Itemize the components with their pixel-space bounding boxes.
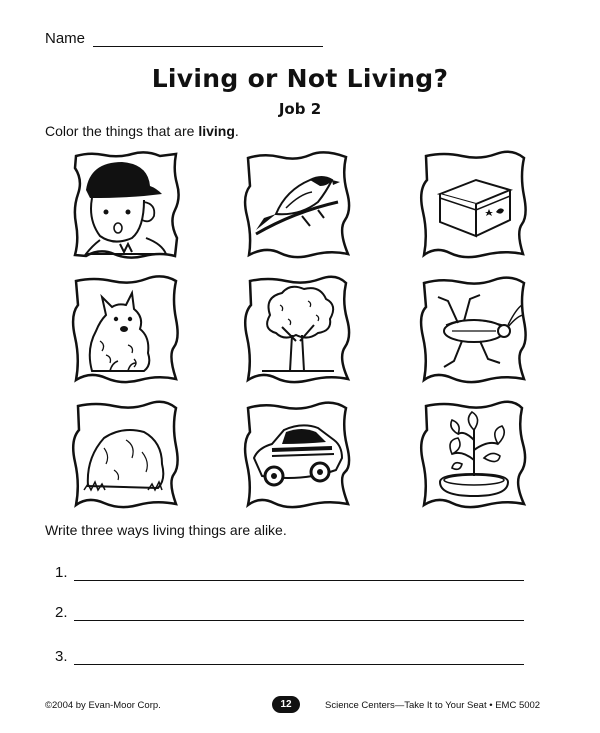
answer-row-3: [55, 648, 524, 665]
insect-icon: [418, 275, 530, 385]
boy-icon: [70, 150, 182, 260]
answer-row-2: [55, 604, 524, 621]
answer-number: 2.: [55, 604, 68, 621]
write-prompt: Write three ways living things are alike.: [45, 522, 287, 538]
picture-card-grasshopper[interactable]: [418, 275, 530, 385]
tree-icon: [242, 275, 354, 385]
page-title: Living or Not Living?: [151, 64, 449, 93]
instruction: Color the things that are living.: [45, 123, 239, 139]
copyright: ©2004 by Evan-Moor Corp.: [45, 700, 161, 711]
car-icon: [242, 400, 354, 510]
name-field[interactable]: [93, 30, 323, 47]
picture-card-bird[interactable]: [242, 150, 354, 260]
rock-icon: [70, 400, 182, 510]
answer-row-1: [55, 564, 524, 581]
picture-card-car[interactable]: [242, 400, 354, 510]
picture-card-tree[interactable]: [242, 275, 354, 385]
instruction-emphasis: living: [198, 123, 235, 139]
picture-card-box[interactable]: [418, 150, 530, 260]
plant-icon: [418, 400, 530, 510]
page-number: 12: [272, 696, 300, 713]
picture-card-rock[interactable]: [70, 400, 182, 510]
page-subtitle: Job 2: [278, 100, 322, 118]
answer-line[interactable]: [74, 648, 524, 665]
answer-number: 1.: [55, 564, 68, 581]
source-credit: Science Centers—Take It to Your Seat • EMC 5002: [325, 700, 541, 711]
bird-icon: [242, 150, 354, 260]
picture-card-boy[interactable]: [70, 150, 182, 260]
answer-line[interactable]: [74, 604, 524, 621]
picture-card-plant[interactable]: [418, 400, 530, 510]
answer-line[interactable]: [74, 564, 524, 581]
name-row: [45, 30, 323, 47]
answer-number: 3.: [55, 648, 68, 665]
dog-icon: [70, 275, 182, 385]
box-icon: [418, 150, 530, 260]
picture-card-dog[interactable]: [70, 275, 182, 385]
name-label: Name: [45, 30, 86, 47]
